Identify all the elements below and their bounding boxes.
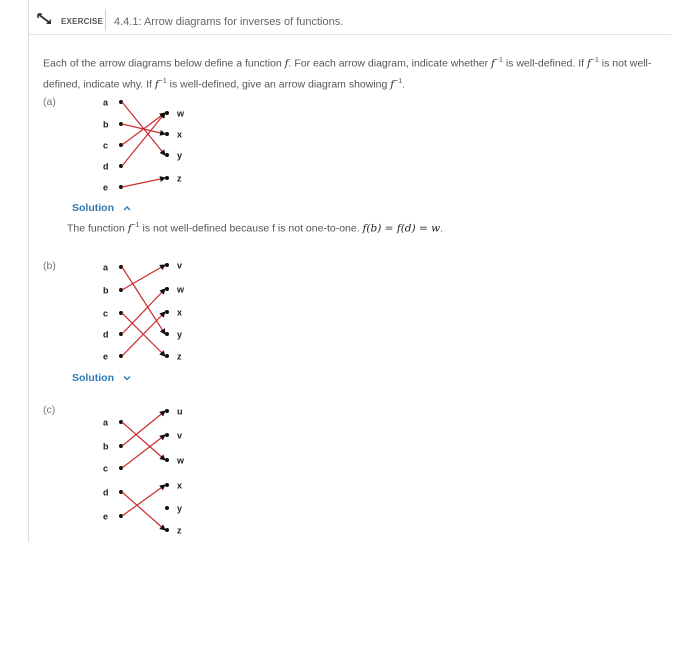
domain-label-a: a (103, 417, 109, 428)
domain-label-b: b (103, 285, 109, 296)
codomain-dot-v (165, 263, 169, 267)
codomain-label-x: x (177, 129, 183, 140)
domain-label-d: d (103, 161, 109, 172)
codomain-label-v: v (177, 430, 183, 441)
codomain-label-y: y (177, 150, 183, 161)
part-a-label: (a) (43, 96, 56, 108)
domain-label-a: a (103, 262, 109, 273)
codomain-dot-z (165, 176, 169, 180)
domain-label-d: d (103, 487, 109, 498)
chevron-up-icon (123, 205, 131, 211)
codomain-label-y: y (177, 503, 183, 514)
codomain-label-z: z (177, 351, 182, 362)
codomain-dot-w (165, 287, 169, 291)
codomain-dot-y (165, 332, 169, 336)
exercise-title: 4.4.1: Arrow diagrams for inverses of functions. (114, 16, 344, 28)
exercise-badge: EXERCISE (61, 17, 104, 26)
exercise-instructions: Each of the arrow diagrams below define a function f. For each arrow diagram, indicate whether $f^{-1}$ is well-defined. If $f^{-1}$ is not well-defined, indicate why. If $f^{-1}$ is well-defined, give an arrow diagram showing $f^{-1}$. (43, 57, 652, 90)
arrow-e-to-z (122, 178, 165, 187)
part-b-diagram-svg (69, 257, 185, 365)
domain-label-b: b (103, 119, 109, 130)
domain-label-c: c (103, 463, 109, 474)
codomain-dot-x (165, 483, 169, 487)
part-c-label: (c) (43, 404, 56, 416)
codomain-label-y: y (177, 329, 183, 340)
part-a-arrow-diagram (69, 92, 185, 197)
codomain-dot-y (165, 153, 169, 157)
codomain-dot-x (165, 310, 169, 314)
domain-label-c: c (103, 140, 109, 151)
codomain-dot-z (165, 354, 169, 358)
part-a-solution-text: The function $f^{-1}$ is not well-defined because f is not one-to-one. f(b) = f(d) = w. (67, 222, 444, 235)
codomain-label-w: w (177, 455, 185, 466)
domain-label-e: e (103, 351, 109, 362)
arrow-c-to-v (122, 435, 165, 468)
codomain-dot-y (165, 506, 169, 510)
exercise-panel (28, 0, 671, 542)
domain-label-c: c (103, 308, 109, 319)
codomain-dot-w (165, 111, 169, 115)
part-a-solution-toggle[interactable]: Solution (72, 202, 131, 214)
part-b-arrow-diagram (69, 257, 185, 365)
codomain-dot-u (165, 409, 169, 413)
chevron-down-icon (123, 375, 131, 381)
part-c-diagram-svg (69, 402, 185, 540)
arrow-d-to-w (122, 289, 165, 334)
codomain-dot-x (165, 132, 169, 136)
part-a-diagram-svg (69, 92, 185, 197)
codomain-dot-v (165, 433, 169, 437)
exercise-header (29, 0, 671, 35)
domain-label-e: e (103, 511, 109, 522)
part-c-arrow-diagram (69, 402, 185, 540)
pencil-arrow-icon (37, 12, 53, 26)
header-divider (105, 9, 106, 31)
part-b-solution-toggle[interactable]: Solution (72, 372, 131, 384)
codomain-label-w: w (177, 284, 185, 295)
codomain-label-x: x (177, 307, 183, 318)
domain-label-d: d (103, 329, 109, 340)
codomain-label-v: v (177, 260, 183, 271)
domain-label-a: a (103, 97, 109, 108)
codomain-label-z: z (177, 525, 182, 536)
domain-label-e: e (103, 182, 109, 193)
codomain-dot-w (165, 458, 169, 462)
codomain-label-z: z (177, 173, 182, 184)
codomain-label-x: x (177, 480, 183, 491)
codomain-label-u: u (177, 406, 183, 417)
codomain-label-w: w (177, 108, 185, 119)
codomain-dot-z (165, 528, 169, 532)
domain-label-b: b (103, 441, 109, 452)
part-b-label: (b) (43, 260, 56, 272)
